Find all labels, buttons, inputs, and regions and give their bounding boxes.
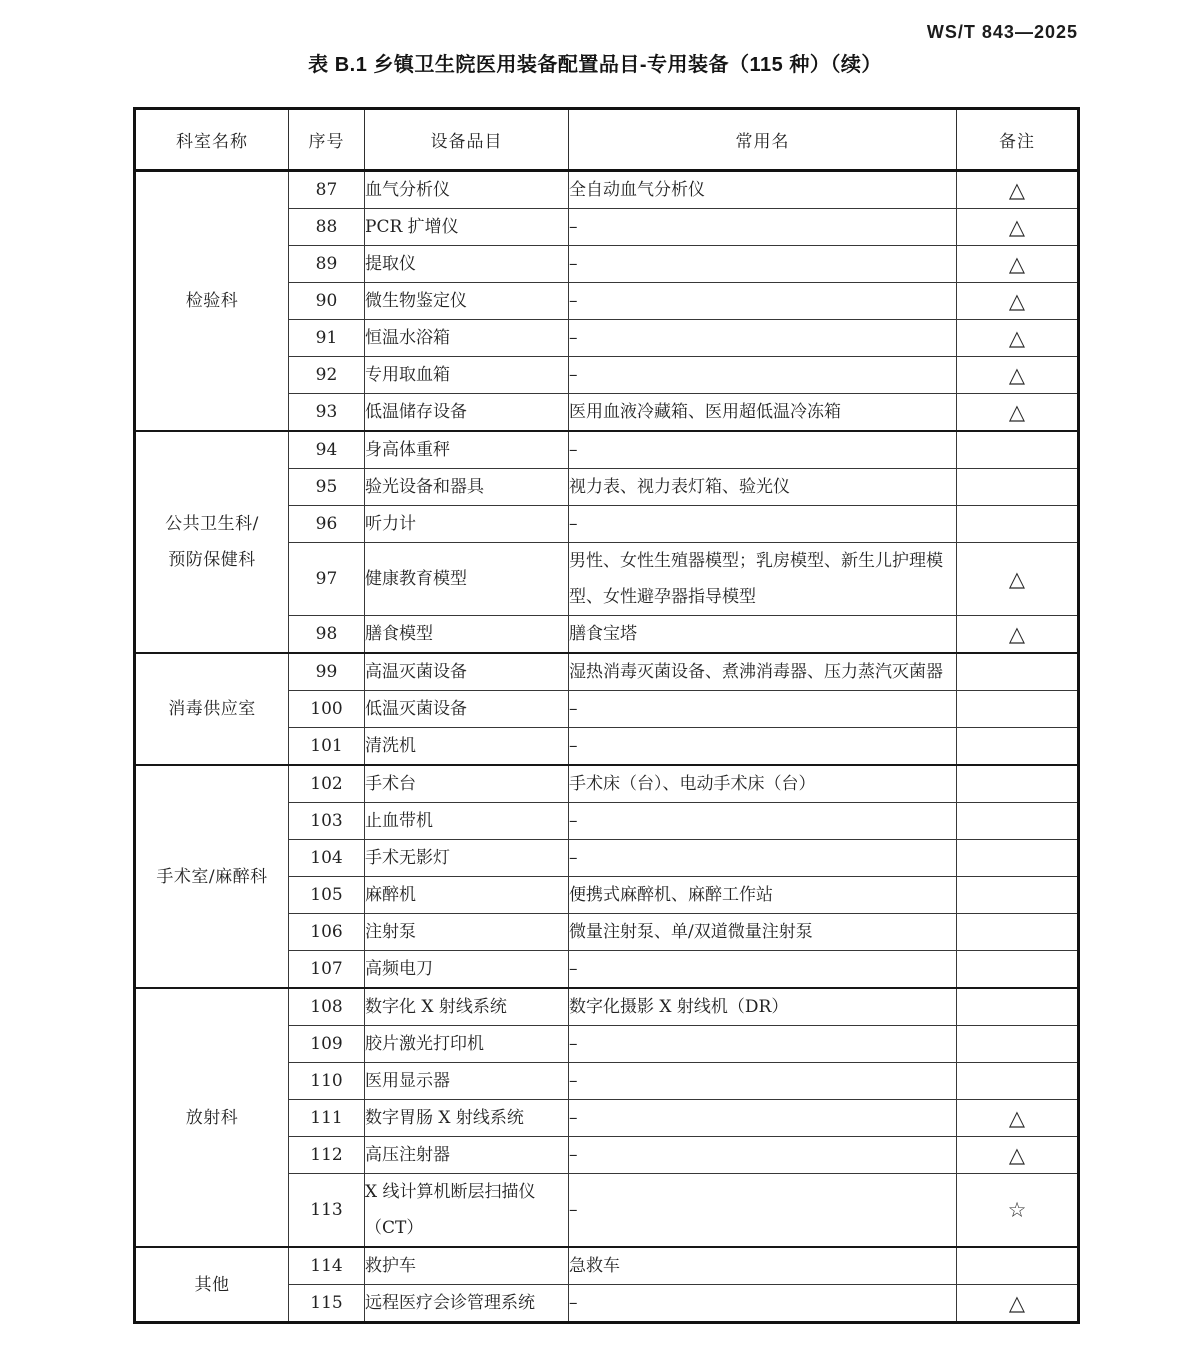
item-cell: 低温储存设备 (365, 394, 569, 432)
item-cell: 高温灭菌设备 (365, 653, 569, 691)
remark-cell (957, 469, 1079, 506)
common-cell: – (569, 728, 957, 766)
seq-cell: 100 (289, 691, 365, 728)
remark-cell: △ (957, 283, 1079, 320)
remark-cell: △ (957, 1137, 1079, 1174)
seq-cell: 101 (289, 728, 365, 766)
seq-cell: 108 (289, 988, 365, 1026)
common-cell: 膳食宝塔 (569, 616, 957, 654)
item-cell: 数字化 X 射线系统 (365, 988, 569, 1026)
seq-cell: 91 (289, 320, 365, 357)
column-header: 序号 (289, 109, 365, 171)
seq-cell: 95 (289, 469, 365, 506)
item-cell: 注射泵 (365, 914, 569, 951)
common-cell: 医用血液冷藏箱、医用超低温冷冻箱 (569, 394, 957, 432)
item-cell: 听力计 (365, 506, 569, 543)
table-header (135, 109, 1079, 171)
remark-cell: △ (957, 209, 1079, 246)
remark-cell (957, 914, 1079, 951)
item-cell: 验光设备和器具 (365, 469, 569, 506)
remark-cell (957, 840, 1079, 877)
seq-cell: 110 (289, 1063, 365, 1100)
remark-cell: △ (957, 246, 1079, 283)
common-cell: – (569, 1174, 957, 1248)
seq-cell: 111 (289, 1100, 365, 1137)
seq-cell: 87 (289, 171, 365, 209)
common-cell: 全自动血气分析仪 (569, 171, 957, 209)
remark-cell (957, 653, 1079, 691)
seq-cell: 114 (289, 1247, 365, 1285)
seq-cell: 107 (289, 951, 365, 989)
item-cell: 血气分析仪 (365, 171, 569, 209)
seq-cell: 98 (289, 616, 365, 654)
remark-cell (957, 877, 1079, 914)
remark-cell (957, 1247, 1079, 1285)
column-header: 常用名 (569, 109, 957, 171)
seq-cell: 115 (289, 1285, 365, 1323)
item-cell: 恒温水浴箱 (365, 320, 569, 357)
department-group (135, 988, 1079, 1247)
remark-cell: ☆ (957, 1174, 1079, 1248)
item-cell: 止血带机 (365, 803, 569, 840)
remark-cell (957, 691, 1079, 728)
seq-cell: 112 (289, 1137, 365, 1174)
remark-cell (957, 1026, 1079, 1063)
item-cell: 身高体重秤 (365, 431, 569, 469)
standard-number: WS/T 843—2025 (926, 22, 1078, 42)
common-cell: – (569, 283, 957, 320)
common-cell: 微量注射泵、单/双道微量注射泵 (569, 914, 957, 951)
seq-cell: 96 (289, 506, 365, 543)
header-row (135, 109, 1079, 171)
common-cell: 视力表、视力表灯箱、验光仪 (569, 469, 957, 506)
table-row (135, 431, 1079, 469)
item-cell: 麻醉机 (365, 877, 569, 914)
seq-cell: 89 (289, 246, 365, 283)
seq-cell: 109 (289, 1026, 365, 1063)
common-cell: – (569, 1100, 957, 1137)
seq-cell: 113 (289, 1174, 365, 1248)
remark-cell: △ (957, 616, 1079, 654)
department-cell: 其他 (135, 1247, 289, 1323)
common-cell: 便携式麻醉机、麻醉工作站 (569, 877, 957, 914)
seq-cell: 102 (289, 765, 365, 803)
remark-cell: △ (957, 543, 1079, 616)
department-cell: 消毒供应室 (135, 653, 289, 765)
common-cell: – (569, 951, 957, 989)
common-cell: 急救车 (569, 1247, 957, 1285)
remark-cell (957, 765, 1079, 803)
common-cell: – (569, 209, 957, 246)
remark-cell: △ (957, 357, 1079, 394)
department-group (135, 1247, 1079, 1323)
remark-cell (957, 951, 1079, 989)
item-cell: X 线计算机断层扫描仪（CT） (365, 1174, 569, 1248)
department-cell: 放射科 (135, 988, 289, 1247)
item-cell: 健康教育模型 (365, 543, 569, 616)
common-cell: 湿热消毒灭菌设备、煮沸消毒器、压力蒸汽灭菌器 (569, 653, 957, 691)
item-cell: 手术无影灯 (365, 840, 569, 877)
item-cell: 提取仪 (365, 246, 569, 283)
item-cell: 微生物鉴定仪 (365, 283, 569, 320)
item-cell: 远程医疗会诊管理系统 (365, 1285, 569, 1323)
common-cell: – (569, 320, 957, 357)
department-group (135, 171, 1079, 432)
item-cell: 膳食模型 (365, 616, 569, 654)
common-cell: – (569, 246, 957, 283)
common-cell: 数字化摄影 X 射线机（DR） (569, 988, 957, 1026)
common-cell: – (569, 357, 957, 394)
table-row (135, 765, 1079, 803)
item-cell: 专用取血箱 (365, 357, 569, 394)
column-header: 设备品目 (365, 109, 569, 171)
remark-cell: △ (957, 171, 1079, 209)
table-title: 表 B.1 乡镇卫生院医用装备配置品目-专用装备（115 种）（续） (308, 54, 882, 76)
remark-cell: △ (957, 1285, 1079, 1323)
department-cell: 公共卫生科/ 预防保健科 (135, 431, 289, 653)
common-cell: – (569, 691, 957, 728)
item-cell: 高压注射器 (365, 1137, 569, 1174)
item-cell: 数字胃肠 X 射线系统 (365, 1100, 569, 1137)
common-cell: – (569, 431, 957, 469)
seq-cell: 92 (289, 357, 365, 394)
table-row (135, 653, 1079, 691)
common-cell: – (569, 1026, 957, 1063)
seq-cell: 99 (289, 653, 365, 691)
item-cell: 救护车 (365, 1247, 569, 1285)
table-row (135, 988, 1079, 1026)
seq-cell: 88 (289, 209, 365, 246)
department-cell: 检验科 (135, 171, 289, 432)
common-cell: – (569, 840, 957, 877)
table-row (135, 171, 1079, 209)
table-container (133, 107, 1080, 1324)
column-header: 备注 (957, 109, 1079, 171)
seq-cell: 97 (289, 543, 365, 616)
table-row (135, 1247, 1079, 1285)
common-cell: – (569, 1285, 957, 1323)
remark-cell: △ (957, 1100, 1079, 1137)
column-header: 科室名称 (135, 109, 289, 171)
remark-cell (957, 728, 1079, 766)
remark-cell (957, 506, 1079, 543)
remark-cell: △ (957, 394, 1079, 432)
remark-cell: △ (957, 320, 1079, 357)
item-cell: 胶片激光打印机 (365, 1026, 569, 1063)
item-cell: PCR 扩增仪 (365, 209, 569, 246)
remark-cell (957, 803, 1079, 840)
department-cell: 手术室/麻醉科 (135, 765, 289, 988)
department-group (135, 765, 1079, 988)
common-cell: – (569, 1137, 957, 1174)
remark-cell (957, 988, 1079, 1026)
common-cell: 男性、女性生殖器模型；乳房模型、新生儿护理模型、女性避孕器指导模型 (569, 543, 957, 616)
item-cell: 医用显示器 (365, 1063, 569, 1100)
equipment-table (133, 107, 1080, 1324)
item-cell: 清洗机 (365, 728, 569, 766)
seq-cell: 104 (289, 840, 365, 877)
seq-cell: 94 (289, 431, 365, 469)
common-cell: – (569, 1063, 957, 1100)
common-cell: – (569, 803, 957, 840)
department-group (135, 431, 1079, 653)
remark-cell (957, 1063, 1079, 1100)
item-cell: 高频电刀 (365, 951, 569, 989)
remark-cell (957, 431, 1079, 469)
item-cell: 低温灭菌设备 (365, 691, 569, 728)
seq-cell: 106 (289, 914, 365, 951)
seq-cell: 90 (289, 283, 365, 320)
common-cell: 手术床（台）、电动手术床（台） (569, 765, 957, 803)
item-cell: 手术台 (365, 765, 569, 803)
seq-cell: 93 (289, 394, 365, 432)
common-cell: – (569, 506, 957, 543)
seq-cell: 103 (289, 803, 365, 840)
department-group (135, 653, 1079, 765)
seq-cell: 105 (289, 877, 365, 914)
